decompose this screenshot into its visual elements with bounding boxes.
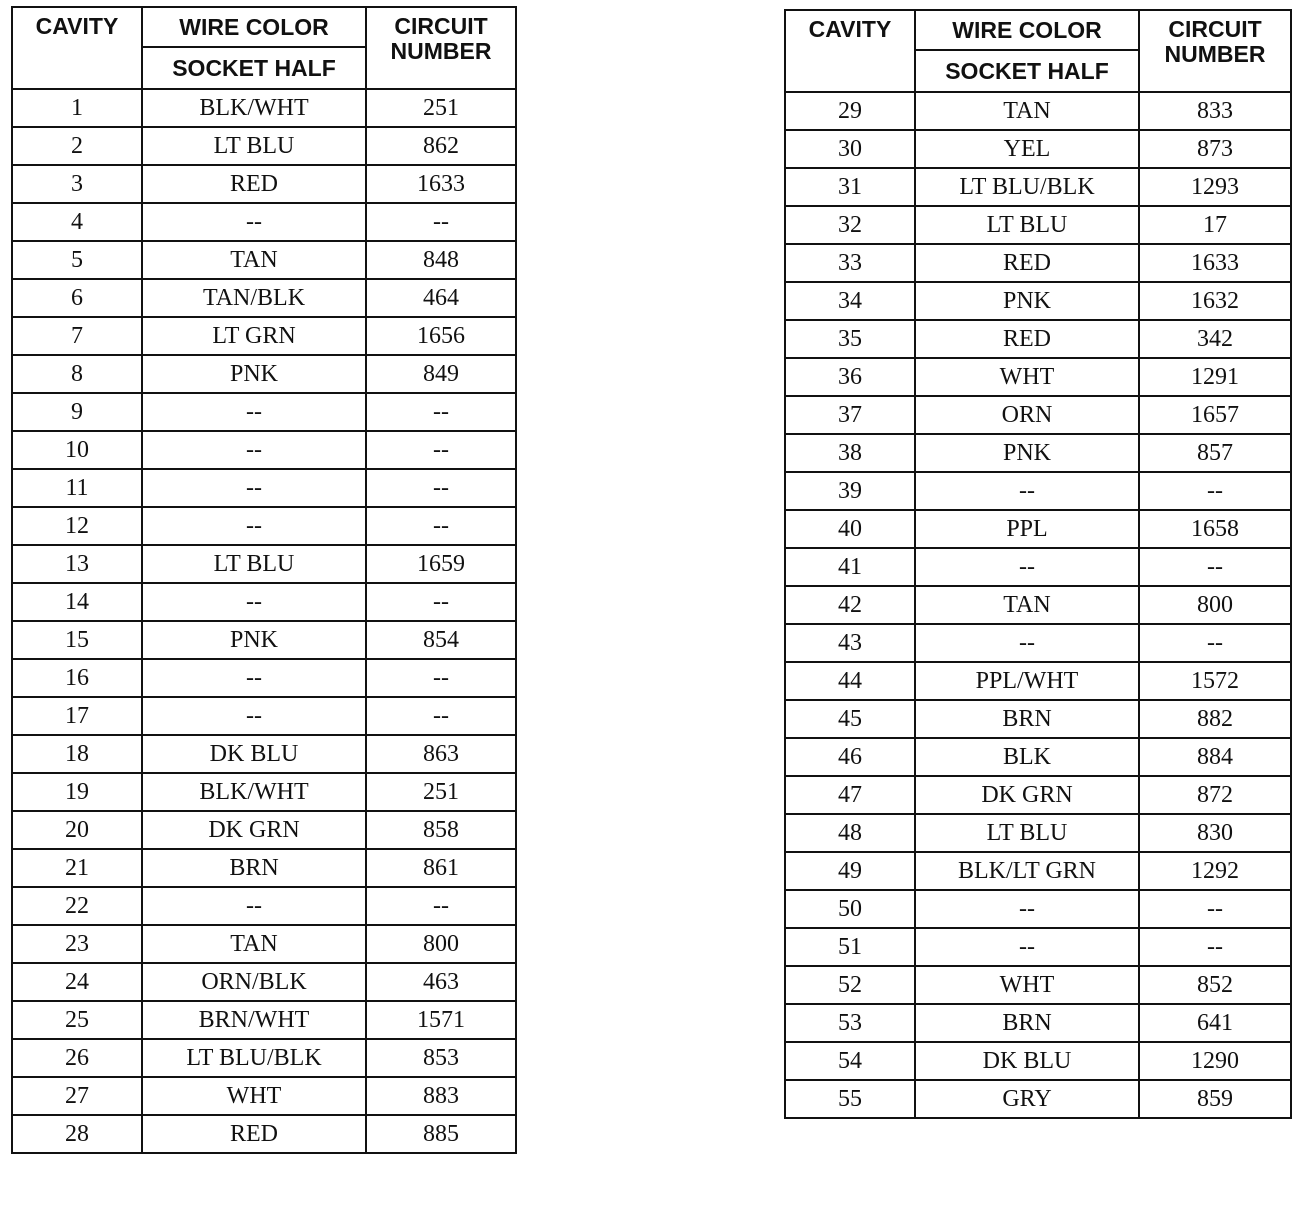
table-row <box>785 396 1291 434</box>
cavity-cell: 5 <box>12 241 142 279</box>
cavity-cell: 21 <box>12 849 142 887</box>
circuit-number-cell: 1292 <box>1139 852 1291 890</box>
wire-color-cell: WHT <box>915 358 1139 396</box>
table-row <box>12 849 516 887</box>
circuit-number-cell: 849 <box>366 355 516 393</box>
circuit-number-cell: 1632 <box>1139 282 1291 320</box>
left-table-body <box>12 89 516 1153</box>
circuit-number-cell: -- <box>366 697 516 735</box>
circuit-number-cell: -- <box>1139 928 1291 966</box>
wire-color-cell: BLK <box>915 738 1139 776</box>
wire-color-cell: -- <box>915 624 1139 662</box>
table-row <box>12 317 516 355</box>
wire-color-cell: DK GRN <box>142 811 366 849</box>
wire-color-cell: LT BLU <box>915 206 1139 244</box>
cavity-cell: 29 <box>785 92 915 130</box>
circuit-number-cell: -- <box>1139 890 1291 928</box>
wire-color-cell: LT BLU <box>142 545 366 583</box>
wire-color-cell: RED <box>142 1115 366 1153</box>
wire-color-cell: -- <box>142 393 366 431</box>
circuit-number-cell: 17 <box>1139 206 1291 244</box>
cavity-cell: 13 <box>12 545 142 583</box>
cavity-cell: 9 <box>12 393 142 431</box>
table-row <box>12 583 516 621</box>
table-row <box>12 925 516 963</box>
cavity-cell: 51 <box>785 928 915 966</box>
table-row <box>785 776 1291 814</box>
cavity-cell: 32 <box>785 206 915 244</box>
wire-color-cell: BLK/LT GRN <box>915 852 1139 890</box>
circuit-number-cell: -- <box>366 887 516 925</box>
circuit-number-cell: 800 <box>366 925 516 963</box>
table-row <box>785 244 1291 282</box>
wire-color-cell: PPL <box>915 510 1139 548</box>
circuit-number-cell: 852 <box>1139 966 1291 1004</box>
cavity-cell: 52 <box>785 966 915 1004</box>
wire-color-cell: BRN <box>142 849 366 887</box>
cavity-cell: 3 <box>12 165 142 203</box>
cavity-cell: 54 <box>785 1042 915 1080</box>
circuit-number-cell: 342 <box>1139 320 1291 358</box>
circuit-number-cell: -- <box>366 507 516 545</box>
table-row <box>785 130 1291 168</box>
cavity-cell: 46 <box>785 738 915 776</box>
cavity-cell: 1 <box>12 89 142 127</box>
cavity-cell: 8 <box>12 355 142 393</box>
table-row <box>785 1042 1291 1080</box>
circuit-number-cell: 463 <box>366 963 516 1001</box>
wire-color-cell: TAN <box>142 925 366 963</box>
cavity-cell: 30 <box>785 130 915 168</box>
wire-color-cell: -- <box>915 548 1139 586</box>
table-row <box>785 624 1291 662</box>
cavity-cell: 38 <box>785 434 915 472</box>
cavity-cell: 53 <box>785 1004 915 1042</box>
wire-color-cell: DK GRN <box>915 776 1139 814</box>
table-row <box>12 431 516 469</box>
wire-color-cell: -- <box>142 583 366 621</box>
table-row <box>12 1039 516 1077</box>
cavity-cell: 48 <box>785 814 915 852</box>
cavity-cell: 15 <box>12 621 142 659</box>
circuit-number-cell: 1659 <box>366 545 516 583</box>
table-row <box>785 282 1291 320</box>
table-row <box>12 165 516 203</box>
cavity-cell: 42 <box>785 586 915 624</box>
cavity-cell: 6 <box>12 279 142 317</box>
table-row <box>785 510 1291 548</box>
table-row <box>785 890 1291 928</box>
circuit-number-cell: 1633 <box>1139 244 1291 282</box>
wire-color-cell: -- <box>915 472 1139 510</box>
table-row <box>785 586 1291 624</box>
circuit-number-cell: -- <box>1139 472 1291 510</box>
cavity-cell: 14 <box>12 583 142 621</box>
wire-color-cell: ORN <box>915 396 1139 434</box>
wire-color-cell: LT BLU <box>915 814 1139 852</box>
wire-color-cell: RED <box>915 244 1139 282</box>
wire-color-cell: TAN <box>915 92 1139 130</box>
table-row <box>12 621 516 659</box>
circuit-number-cell: 861 <box>366 849 516 887</box>
circuit-number-cell: 858 <box>366 811 516 849</box>
wire-color-cell: BRN/WHT <box>142 1001 366 1039</box>
table-row <box>12 697 516 735</box>
circuit-number-cell: -- <box>366 583 516 621</box>
cavity-cell: 20 <box>12 811 142 849</box>
table-row <box>785 852 1291 890</box>
circuit-number-cell: 1290 <box>1139 1042 1291 1080</box>
table-row <box>785 928 1291 966</box>
cavity-cell: 4 <box>12 203 142 241</box>
circuit-number-cell: 1571 <box>366 1001 516 1039</box>
wire-color-cell: PPL/WHT <box>915 662 1139 700</box>
circuit-number-cell: -- <box>366 203 516 241</box>
socket-half-header: SOCKET HALF <box>915 50 1139 92</box>
circuit-number-cell: 863 <box>366 735 516 773</box>
table-row <box>785 662 1291 700</box>
table-row <box>12 773 516 811</box>
table-row <box>785 548 1291 586</box>
cavity-cell: 41 <box>785 548 915 586</box>
wire-color-cell: RED <box>142 165 366 203</box>
wire-color-cell: PNK <box>142 355 366 393</box>
table-row <box>12 545 516 583</box>
cavity-cell: 28 <box>12 1115 142 1153</box>
circuit-number-cell: -- <box>366 469 516 507</box>
circuit-number-cell: -- <box>366 431 516 469</box>
cavity-cell: 23 <box>12 925 142 963</box>
wire-color-cell: ORN/BLK <box>142 963 366 1001</box>
table-row <box>12 89 516 127</box>
table-row <box>785 1004 1291 1042</box>
wire-color-cell: -- <box>142 887 366 925</box>
table-row <box>785 206 1291 244</box>
wire-color-cell: BRN <box>915 1004 1139 1042</box>
circuit-number-cell: 882 <box>1139 700 1291 738</box>
wire-color-cell: GRY <box>915 1080 1139 1118</box>
cavity-cell: 11 <box>12 469 142 507</box>
right-pinout-table <box>784 9 1292 1119</box>
cavity-cell: 7 <box>12 317 142 355</box>
wire-color-cell: DK BLU <box>142 735 366 773</box>
wire-color-cell: LT BLU/BLK <box>915 168 1139 206</box>
circuit-number-cell: 833 <box>1139 92 1291 130</box>
cavity-cell: 37 <box>785 396 915 434</box>
table-row <box>12 1115 516 1153</box>
table-row <box>12 1077 516 1115</box>
circuit-number-cell: 251 <box>366 89 516 127</box>
wire-color-cell: -- <box>142 507 366 545</box>
table-row <box>12 469 516 507</box>
table-row <box>785 472 1291 510</box>
cavity-header: CAVITY <box>785 10 915 92</box>
wire-color-cell: DK BLU <box>915 1042 1139 1080</box>
left-pinout-table <box>11 6 517 1154</box>
cavity-cell: 16 <box>12 659 142 697</box>
table-row <box>785 738 1291 776</box>
circuit-number-cell: 1633 <box>366 165 516 203</box>
circuit-number-cell: 1293 <box>1139 168 1291 206</box>
cavity-cell: 44 <box>785 662 915 700</box>
wire-color-cell: TAN <box>142 241 366 279</box>
cavity-cell: 45 <box>785 700 915 738</box>
table-row <box>12 279 516 317</box>
circuit-number-cell: 857 <box>1139 434 1291 472</box>
wire-color-cell: -- <box>142 697 366 735</box>
wire-color-cell: LT GRN <box>142 317 366 355</box>
circuit-number-cell: 800 <box>1139 586 1291 624</box>
circuit-number-cell: 885 <box>366 1115 516 1153</box>
table-row <box>785 814 1291 852</box>
socket-half-header: SOCKET HALF <box>142 47 366 89</box>
circuit-number-cell: -- <box>366 393 516 431</box>
cavity-cell: 40 <box>785 510 915 548</box>
cavity-cell: 31 <box>785 168 915 206</box>
table-row <box>12 393 516 431</box>
circuit-number-cell: -- <box>1139 624 1291 662</box>
wire-color-cell: PNK <box>915 282 1139 320</box>
cavity-cell: 35 <box>785 320 915 358</box>
cavity-cell: 50 <box>785 890 915 928</box>
circuit-number-cell: 862 <box>366 127 516 165</box>
cavity-cell: 39 <box>785 472 915 510</box>
wire-color-cell: -- <box>142 431 366 469</box>
circuit-number-cell: 464 <box>366 279 516 317</box>
circuit-number-cell: 848 <box>366 241 516 279</box>
table-row <box>12 241 516 279</box>
wire-color-cell: BRN <box>915 700 1139 738</box>
cavity-cell: 22 <box>12 887 142 925</box>
table-row <box>12 963 516 1001</box>
circuit-number-cell: 1572 <box>1139 662 1291 700</box>
cavity-cell: 43 <box>785 624 915 662</box>
table-row <box>12 735 516 773</box>
cavity-header: CAVITY <box>12 7 142 89</box>
table-row <box>12 355 516 393</box>
circuit-number-cell: 1656 <box>366 317 516 355</box>
wire-color-cell: BLK/WHT <box>142 89 366 127</box>
circuit-number-cell: 884 <box>1139 738 1291 776</box>
table-row <box>785 358 1291 396</box>
circuit-number-cell: -- <box>366 659 516 697</box>
table-row <box>12 887 516 925</box>
cavity-cell: 19 <box>12 773 142 811</box>
table-row <box>12 127 516 165</box>
wire-color-cell: -- <box>915 928 1139 966</box>
cavity-cell: 10 <box>12 431 142 469</box>
table-row <box>785 700 1291 738</box>
wire-color-cell: RED <box>915 320 1139 358</box>
table-row <box>785 168 1291 206</box>
wire-color-cell: LT BLU/BLK <box>142 1039 366 1077</box>
wire-color-cell: -- <box>915 890 1139 928</box>
table-row <box>785 1080 1291 1118</box>
cavity-cell: 2 <box>12 127 142 165</box>
cavity-cell: 17 <box>12 697 142 735</box>
table-row <box>785 966 1291 1004</box>
cavity-cell: 36 <box>785 358 915 396</box>
wire-color-cell: BLK/WHT <box>142 773 366 811</box>
wire-color-cell: LT BLU <box>142 127 366 165</box>
table-row <box>12 203 516 241</box>
cavity-cell: 24 <box>12 963 142 1001</box>
circuit-number-header: CIRCUIT NUMBER <box>366 7 516 89</box>
circuit-number-cell: 1658 <box>1139 510 1291 548</box>
wire-color-cell: -- <box>142 203 366 241</box>
circuit-number-cell: 641 <box>1139 1004 1291 1042</box>
wire-color-cell: WHT <box>915 966 1139 1004</box>
wire-color-cell: PNK <box>142 621 366 659</box>
wire-color-cell: -- <box>142 659 366 697</box>
wire-color-cell: YEL <box>915 130 1139 168</box>
cavity-cell: 12 <box>12 507 142 545</box>
cavity-cell: 47 <box>785 776 915 814</box>
cavity-cell: 26 <box>12 1039 142 1077</box>
circuit-number-cell: 873 <box>1139 130 1291 168</box>
wire-color-cell: TAN/BLK <box>142 279 366 317</box>
table-row <box>12 811 516 849</box>
wire-color-cell: PNK <box>915 434 1139 472</box>
table-row <box>12 1001 516 1039</box>
table-row <box>785 92 1291 130</box>
cavity-cell: 18 <box>12 735 142 773</box>
circuit-number-cell: 854 <box>366 621 516 659</box>
circuit-number-cell: 251 <box>366 773 516 811</box>
table-row <box>12 507 516 545</box>
circuit-number-cell: 1657 <box>1139 396 1291 434</box>
cavity-cell: 49 <box>785 852 915 890</box>
circuit-number-cell: 859 <box>1139 1080 1291 1118</box>
circuit-number-cell: 853 <box>366 1039 516 1077</box>
wire-color-cell: WHT <box>142 1077 366 1115</box>
circuit-number-cell: -- <box>1139 548 1291 586</box>
table-row <box>785 320 1291 358</box>
circuit-number-cell: 872 <box>1139 776 1291 814</box>
circuit-number-cell: 830 <box>1139 814 1291 852</box>
wire-color-cell: -- <box>142 469 366 507</box>
table-row <box>12 659 516 697</box>
circuit-number-header: CIRCUIT NUMBER <box>1139 10 1291 92</box>
cavity-cell: 25 <box>12 1001 142 1039</box>
wire-color-header: WIRE COLOR <box>915 10 1139 50</box>
wire-color-cell: TAN <box>915 586 1139 624</box>
cavity-cell: 55 <box>785 1080 915 1118</box>
cavity-cell: 34 <box>785 282 915 320</box>
circuit-number-cell: 883 <box>366 1077 516 1115</box>
cavity-cell: 33 <box>785 244 915 282</box>
circuit-number-cell: 1291 <box>1139 358 1291 396</box>
table-row <box>785 434 1291 472</box>
right-table-body <box>785 92 1291 1118</box>
cavity-cell: 27 <box>12 1077 142 1115</box>
wire-color-header: WIRE COLOR <box>142 7 366 47</box>
